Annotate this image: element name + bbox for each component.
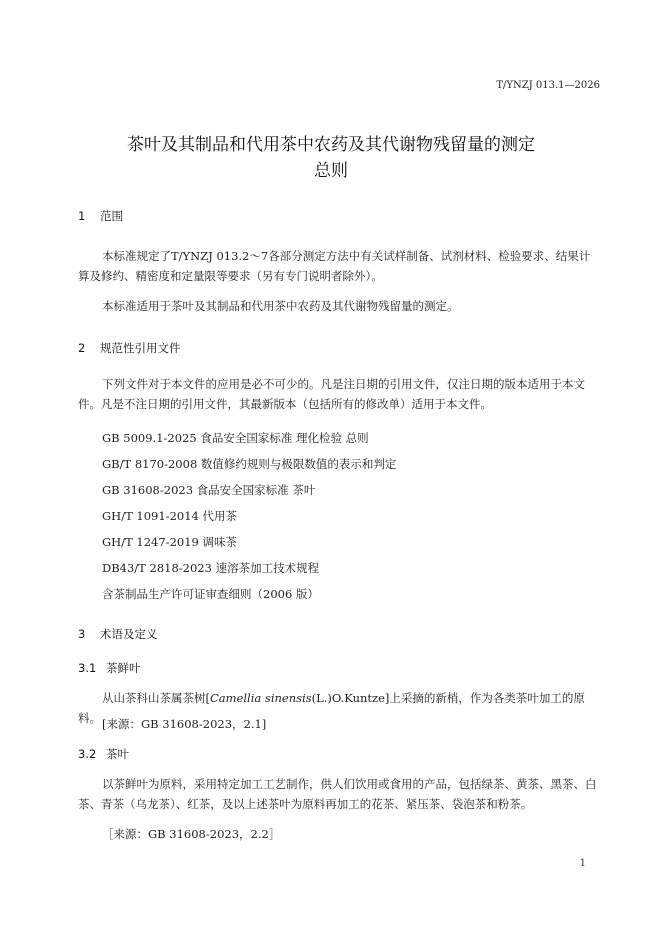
section-title: 范围 (100, 209, 123, 223)
section-2-heading (78, 340, 181, 356)
reference-item: GB 31608-2023 食品安全国家标准 茶叶 (102, 483, 316, 497)
reference-item: GH/T 1247-2019 调味茶 (102, 535, 237, 549)
standard-code: T/YNZJ 013.1—2026 (496, 80, 600, 91)
section-1-paragraph-2: 本标准适用于茶叶及其制品和代用茶中农药及其代谢物残留量的测定。 (102, 299, 459, 313)
definition-3-2: 以茶鲜叶为原料，采用特定加工工艺制作，供人们饮用或食用的产品，包括绿茶、黄茶、黑茶、白茶、青茶（乌龙茶）、红茶，及以上述茶叶为原料再加工的花茶、紧压茶、袋泡茶和粉茶。 (78, 777, 597, 811)
section-number: 2 (78, 341, 86, 355)
subsection-3-1-heading (78, 660, 141, 676)
latin-name: Camellia sinensis (210, 691, 312, 705)
section-2-paragraph-1: 下列文件对于本文件的应用是必不可少的。凡是注日期的引用文件，仅注日期的版本适用于本文件。凡是不注日期的引用文件，其最新版本（包括所有的修改单）适用于本文件。 (78, 377, 585, 411)
document-subtitle: 总则 (314, 161, 348, 181)
subsection-3-2-heading (78, 746, 129, 762)
document-title: 茶叶及其制品和代用茶中农药及其代谢物残留量的测定 (127, 135, 535, 155)
section-1-paragraph-1: 本标准规定了T/YNZJ 013.2～7各部分测定方法中有关试样制备、试剂材料、检验要求、结果计算及修约、精密度和定量限等要求（另有专门说明者除外）。 (78, 249, 591, 283)
reference-item: GH/T 1091-2014 代用茶 (102, 509, 237, 523)
section-1-heading (78, 208, 123, 224)
definition-3-1-source: [来源：GB 31608-2023，2.1] (102, 717, 267, 731)
definition-text: 从山茶科山茶属茶树[ (102, 691, 210, 705)
section-3-heading (78, 626, 158, 642)
reference-item: DB43/T 2818-2023 速溶茶加工技术规程 (102, 561, 320, 575)
subsection-number: 3.2 (78, 747, 97, 761)
definition-text: (L.)O.Kuntze]上采摘的新梢，作为各类茶叶加工的原料。 (78, 691, 585, 725)
subsection-number: 3.1 (78, 661, 97, 675)
subsection-title: 茶鲜叶 (106, 661, 141, 675)
reference-item: GB/T 8170-2008 数值修约规则与极限数值的表示和判定 (102, 457, 397, 471)
section-title: 规范性引用文件 (100, 341, 181, 355)
section-title: 术语及定义 (100, 627, 158, 641)
section-number: 1 (78, 209, 86, 223)
definition-3-2-source: ［来源：GB 31608-2023，2.2］ (102, 827, 281, 841)
reference-item: GB 5009.1-2025 食品安全国家标准 理化检验 总则 (102, 431, 369, 445)
reference-item: 含茶制品生产许可证审查细则（2006 版） (102, 587, 319, 601)
subsection-title: 茶叶 (106, 747, 129, 761)
section-number: 3 (78, 627, 86, 641)
page-number: 1 (579, 858, 586, 869)
